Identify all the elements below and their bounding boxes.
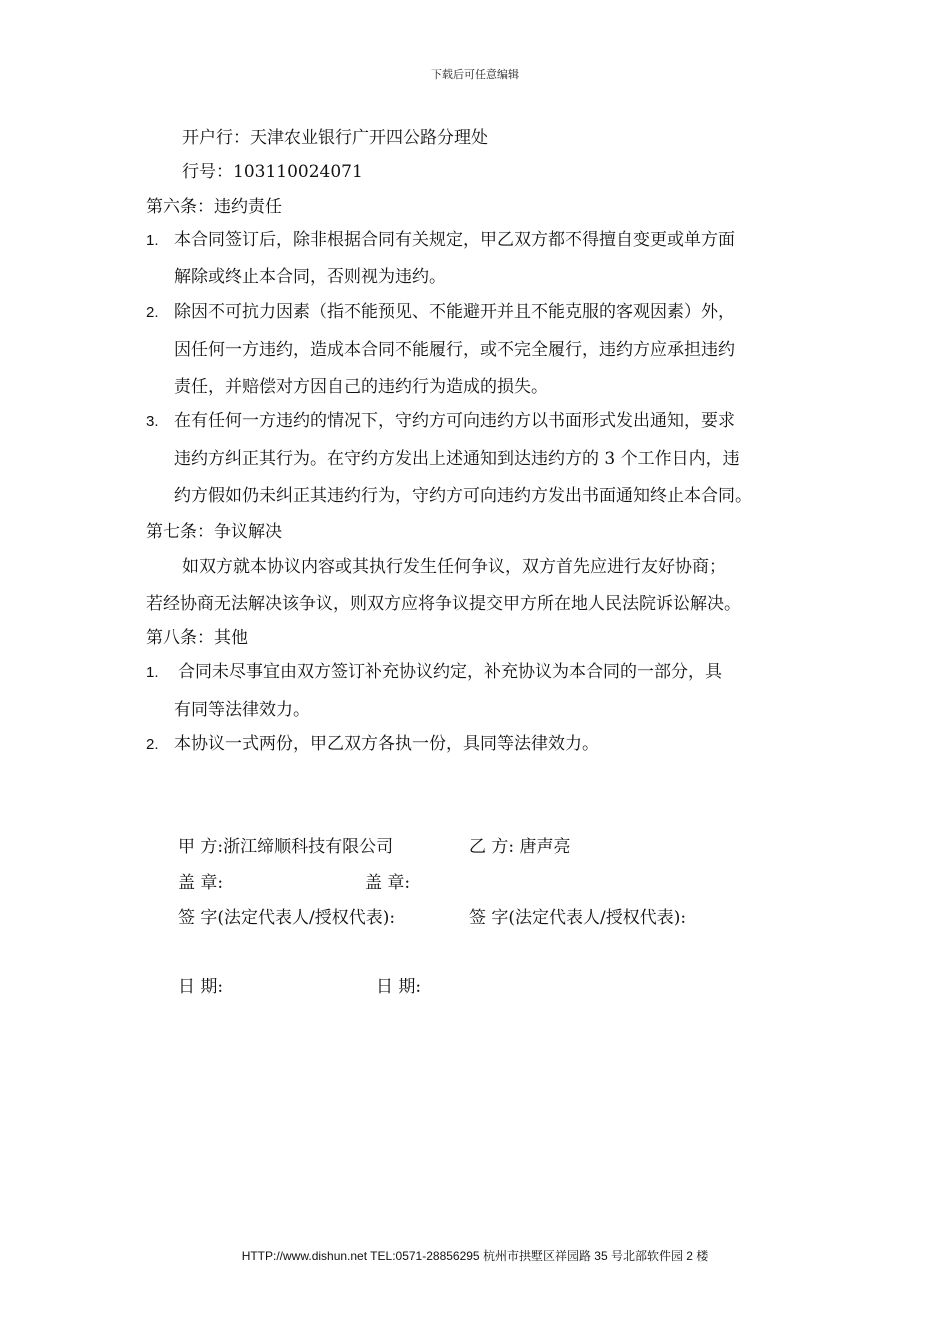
article6-item2-number: 2. (146, 304, 159, 321)
party-a-name: 甲 方:浙江缔顺科技有限公司 (178, 837, 394, 857)
party-b-signature: 签 字(法定代表人/授权代表): (469, 908, 687, 928)
article6-item3-number: 3. (146, 413, 159, 430)
page-footer: HTTP://www.dishun.net TEL:0571-28856295 杭州市拱墅区祥园路 35 号北部软件园 2 楼 (241, 1249, 709, 1263)
article6-item2-line1: 除因不可抗力因素（指不能预见、不能避开并且不能克服的客观因素）外， (174, 302, 735, 322)
article6-item1-number: 1. (146, 232, 159, 249)
article8-title: 第八条：其他 (146, 628, 248, 648)
party-b-seal: 盖 章: (365, 873, 411, 893)
party-b-date: 日 期: (376, 977, 422, 997)
article8-item2-number: 2. (146, 736, 159, 753)
article8-item1-number: 1. (146, 664, 159, 681)
open-bank-line: 开户行：天津农业银行广开四公路分理处 (182, 128, 488, 148)
article6-title: 第六条：违约责任 (146, 197, 282, 217)
article8-item1-line1: 合同未尽事宜由双方签订补充协议约定，补充协议为本合同的一部分，具 (178, 662, 722, 682)
article8-item2-line1: 本协议一式两份，甲乙双方各执一份，具同等法律效力。 (174, 734, 599, 754)
article6-item2-line3: 责任，并赔偿对方因自己的违约行为造成的损失。 (174, 377, 548, 397)
bank-number-line: 行号：103110024071 (182, 162, 363, 182)
party-b-name: 乙 方: 唐声亮 (469, 837, 571, 857)
article6-item1-line1: 本合同签订后，除非根据合同有关规定，甲乙双方都不得擅自变更或单方面 (174, 230, 735, 250)
page-header: 下载后可任意编辑 (431, 68, 519, 81)
article6-item3-line2: 违约方纠正其行为。在守约方发出上述通知到达违约方的 3 个工作日内，违 (174, 449, 740, 469)
article6-item1-line2: 解除或终止本合同，否则视为违约。 (174, 267, 446, 287)
article7-title: 第七条：争议解决 (146, 522, 282, 542)
article7-line1: 如双方就本协议内容或其执行发生任何争议，双方首先应进行友好协商； (182, 557, 726, 577)
party-a-signature: 签 字(法定代表人/授权代表): (178, 908, 396, 928)
party-a-date: 日 期: (178, 977, 224, 997)
article6-item3-line1: 在有任何一方违约的情况下，守约方可向违约方以书面形式发出通知，要求 (174, 411, 735, 431)
article8-item1-line2: 有同等法律效力。 (174, 700, 310, 720)
article7-line2: 若经协商无法解决该争议，则双方应将争议提交甲方所在地人民法院诉讼解决。 (146, 594, 741, 614)
article6-item2-line2: 因任何一方违约，造成本合同不能履行，或不完全履行，违约方应承担违约 (174, 340, 735, 360)
party-a-seal: 盖 章: (178, 873, 224, 893)
article6-item3-line3: 约方假如仍未纠正其违约行为，守约方可向违约方发出书面通知终止本合同。 (174, 486, 752, 506)
